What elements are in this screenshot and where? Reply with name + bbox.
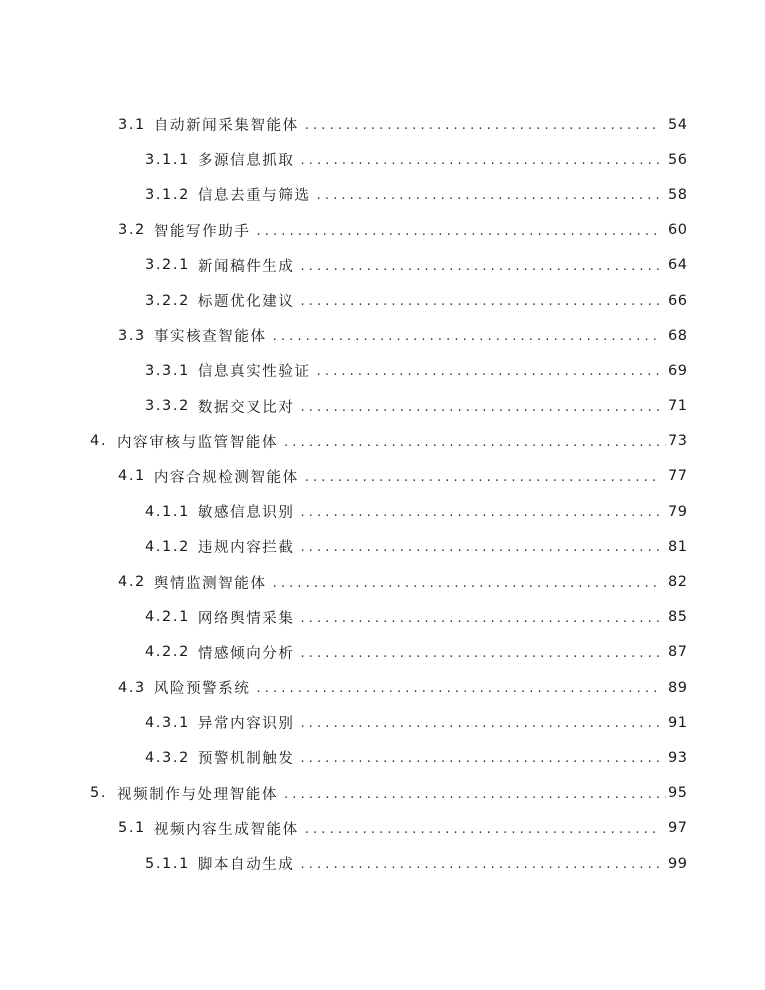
toc-dot-leader (305, 118, 660, 133)
toc-entry[interactable] (0, 740, 765, 775)
toc-entry-page-number: 77 (668, 468, 688, 485)
toc-dot-leader (301, 751, 660, 766)
toc-entry-title: 信息去重与筛选 (197, 188, 311, 205)
toc-entry-number: 4.2.2 (145, 644, 190, 661)
toc-entry[interactable] (0, 424, 765, 459)
toc-entry-number: 5. (90, 785, 108, 802)
toc-entry[interactable] (0, 283, 765, 318)
toc-entry-title: 情感倾向分析 (197, 645, 295, 662)
toc-entry-page-number: 60 (668, 222, 688, 239)
toc-entry-page-number: 81 (668, 538, 688, 555)
toc-dot-leader (284, 435, 666, 450)
toc-entry-title: 敏感信息识别 (197, 505, 295, 522)
toc-entry-title: 网络舆情采集 (197, 610, 295, 627)
toc-entry[interactable] (0, 353, 765, 388)
toc-entry-number: 5.1.1 (145, 855, 190, 872)
toc-entry-page-number: 93 (668, 749, 688, 766)
toc-entry-number: 3.2.1 (145, 257, 190, 274)
toc-entry[interactable] (0, 318, 765, 353)
toc-dot-leader (301, 400, 660, 415)
toc-entry-page-number: 87 (668, 644, 688, 661)
toc-entry-title: 内容合规检测智能体 (153, 469, 299, 486)
toc-dot-leader (256, 681, 660, 696)
toc-entry-title: 标题优化建议 (197, 294, 295, 311)
toc-entry[interactable] (0, 177, 765, 212)
toc-entry-page-number: 69 (668, 362, 688, 379)
toc-entry-title: 数据交叉比对 (197, 399, 295, 416)
toc-entry[interactable] (0, 846, 765, 881)
toc-entry-title: 内容审核与监管智能体 (117, 434, 279, 451)
toc-entry[interactable] (0, 564, 765, 599)
toc-entry-title: 视频制作与处理智能体 (117, 786, 279, 803)
toc-entry-page-number: 58 (668, 186, 688, 203)
toc-dot-leader (301, 646, 660, 661)
toc-entry-number: 4.3.2 (145, 749, 190, 766)
toc-entry[interactable] (0, 529, 765, 564)
toc-dot-leader (301, 540, 660, 555)
toc-dot-leader (273, 329, 660, 344)
toc-dot-leader (305, 822, 660, 837)
toc-entry[interactable] (0, 248, 765, 283)
toc-dot-leader (305, 470, 660, 485)
toc-entry-page-number: 56 (668, 151, 688, 168)
toc-entry[interactable] (0, 459, 765, 494)
toc-entry-number: 4.1.1 (145, 503, 190, 520)
toc-dot-leader (301, 153, 660, 168)
toc-entry-title: 新闻稿件生成 (197, 258, 295, 275)
toc-entry-title: 舆情监测智能体 (153, 575, 267, 592)
toc-entry-page-number: 73 (668, 433, 688, 450)
toc-entry-number: 3.3.2 (145, 398, 190, 415)
toc-entry-page-number: 82 (668, 574, 688, 591)
toc-entry[interactable] (0, 142, 765, 177)
toc-entry-page-number: 89 (668, 679, 688, 696)
toc-dot-leader (301, 716, 660, 731)
toc-entry-title: 违规内容拦截 (197, 540, 295, 557)
toc-entry[interactable] (0, 107, 765, 142)
toc-entry-title: 风险预警系统 (153, 681, 251, 698)
toc-entry-title: 预警机制触发 (197, 751, 295, 768)
toc-entry[interactable] (0, 600, 765, 635)
toc-entry[interactable] (0, 705, 765, 740)
toc-dot-leader (317, 188, 660, 203)
toc-entry-number: 3.1 (118, 116, 146, 133)
toc-entry-number: 3.1.1 (145, 151, 190, 168)
toc-entry-title: 事实核查智能体 (153, 329, 267, 346)
table-of-contents (0, 107, 765, 881)
toc-dot-leader (284, 787, 666, 802)
toc-entry-page-number: 64 (668, 257, 688, 274)
toc-entry-title: 多源信息抓取 (197, 153, 295, 170)
toc-entry-page-number: 97 (668, 820, 688, 837)
toc-dot-leader (301, 611, 660, 626)
toc-entry-number: 3.1.2 (145, 186, 190, 203)
toc-dot-leader (273, 576, 660, 591)
toc-entry-title: 脚本自动生成 (197, 857, 295, 874)
toc-entry-page-number: 54 (668, 116, 688, 133)
toc-entry-page-number: 71 (668, 398, 688, 415)
toc-entry-page-number: 99 (668, 855, 688, 872)
toc-entry[interactable] (0, 670, 765, 705)
toc-entry-page-number: 68 (668, 327, 688, 344)
toc-entry-number: 3.3 (118, 327, 146, 344)
toc-dot-leader (301, 857, 660, 872)
toc-entry-number: 4.2.1 (145, 609, 190, 626)
toc-entry-title: 智能写作助手 (153, 223, 251, 240)
toc-entry-number: 3.2 (118, 222, 146, 239)
toc-entry[interactable] (0, 389, 765, 424)
toc-entry[interactable] (0, 494, 765, 529)
toc-dot-leader (317, 364, 660, 379)
toc-entry[interactable] (0, 776, 765, 811)
toc-entry-page-number: 79 (668, 503, 688, 520)
toc-entry-number: 4.2 (118, 574, 146, 591)
toc-entry-title: 自动新闻采集智能体 (153, 118, 299, 135)
toc-entry[interactable] (0, 213, 765, 248)
toc-entry-number: 3.3.1 (145, 362, 190, 379)
toc-entry-number: 4.3.1 (145, 714, 190, 731)
toc-dot-leader (256, 224, 660, 239)
toc-entry[interactable] (0, 635, 765, 670)
toc-dot-leader (301, 259, 660, 274)
toc-entry-title: 异常内容识别 (197, 716, 295, 733)
toc-entry-number: 4.3 (118, 679, 146, 696)
toc-entry[interactable] (0, 811, 765, 846)
toc-entry-page-number: 85 (668, 609, 688, 626)
toc-dot-leader (301, 294, 660, 309)
toc-entry-number: 4. (90, 433, 108, 450)
toc-entry-page-number: 66 (668, 292, 688, 309)
toc-dot-leader (301, 505, 660, 520)
toc-entry-number: 3.2.2 (145, 292, 190, 309)
toc-entry-title: 信息真实性验证 (197, 364, 311, 381)
toc-entry-page-number: 91 (668, 714, 688, 731)
toc-entry-number: 4.1 (118, 468, 146, 485)
toc-entry-page-number: 95 (668, 785, 688, 802)
toc-entry-number: 4.1.2 (145, 538, 190, 555)
toc-entry-title: 视频内容生成智能体 (153, 821, 299, 838)
toc-entry-number: 5.1 (118, 820, 146, 837)
